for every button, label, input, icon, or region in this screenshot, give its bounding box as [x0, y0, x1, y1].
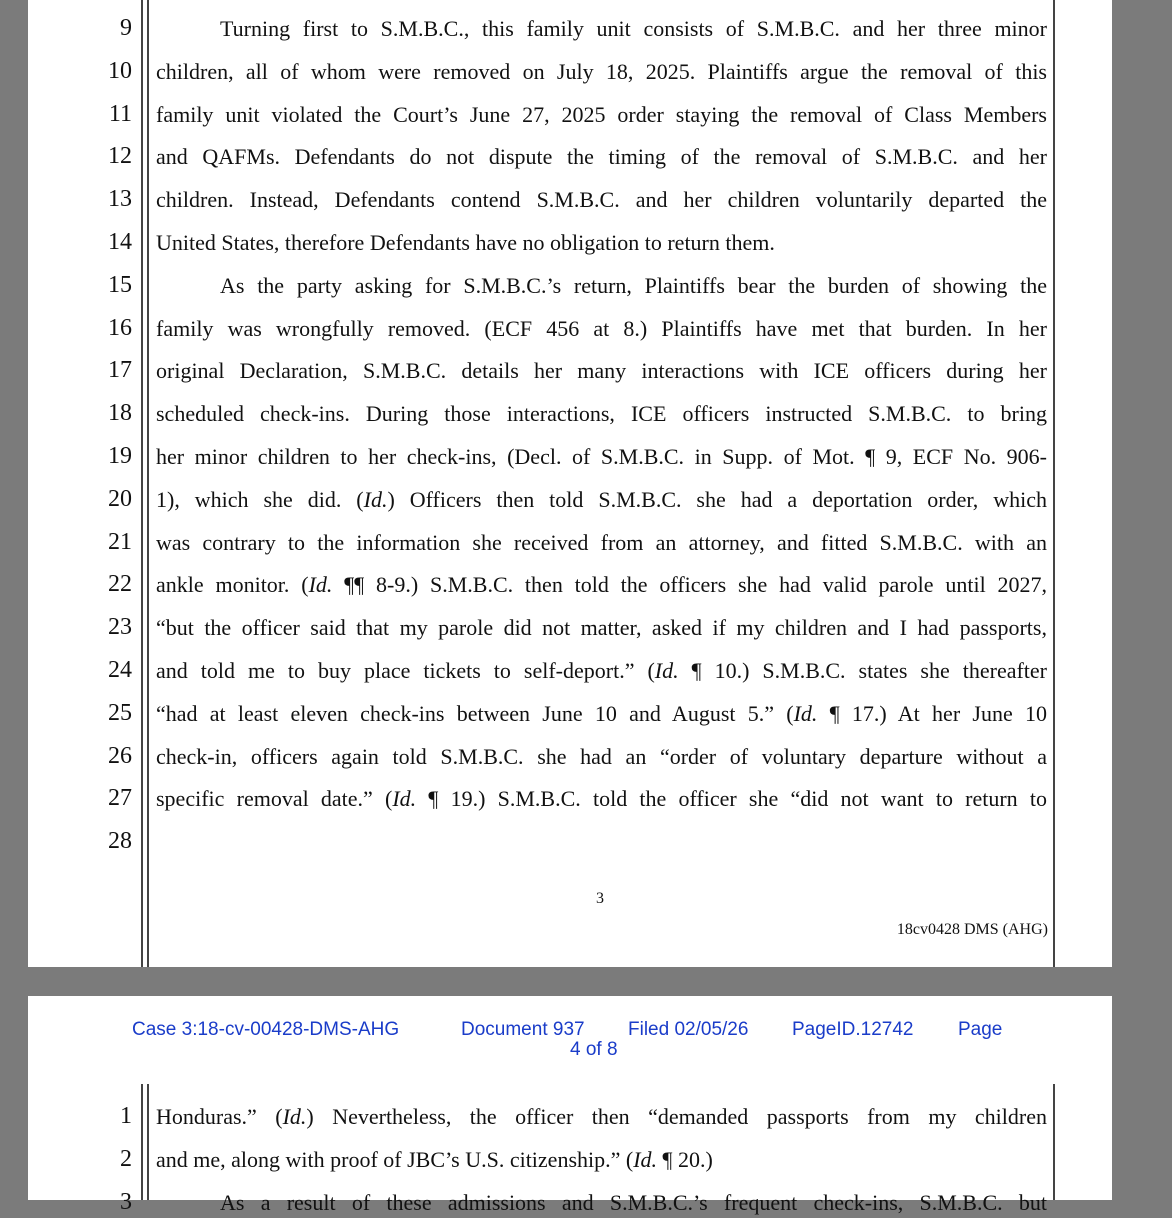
text-run: Honduras.” ( [156, 1104, 283, 1129]
document-page-4 [28, 996, 1112, 1215]
page-number: 3 [596, 890, 604, 907]
text-line [156, 142, 1047, 172]
text-run: scheduled check-ins. During those interactions, ICE officers instructed S.M.B.C. to bring [156, 401, 1047, 427]
header-filed-date: Filed 02/05/26 [628, 1019, 749, 1040]
text-line [156, 699, 1047, 729]
line-number: 1 [120, 1103, 132, 1129]
line-number: 17 [108, 357, 132, 384]
header-page-label: Page [958, 1019, 1003, 1040]
text-run: check-in, officers again told S.M.B.C. she had an “order of voluntary departure without a [156, 743, 1047, 769]
text-run: specific removal date.” ( [156, 786, 393, 812]
text-run: As the party asking for S.M.B.C.’s return, Plaintiffs bear the burden of showing the [220, 272, 1047, 298]
text-line [156, 356, 1047, 386]
text-line [156, 442, 1047, 472]
text-line [156, 1188, 1047, 1218]
margin-rule-left-outer [141, 1084, 143, 1200]
line-number: 3 [120, 1188, 132, 1215]
document-page-3 [28, 0, 1112, 967]
line-number: 12 [108, 143, 132, 170]
text-run: United States, therefore Defendants have no obligation to return them. [156, 230, 775, 255]
line-number: 20 [108, 485, 132, 512]
citation-italic: Id. [633, 1146, 658, 1172]
margin-rule-right [1053, 0, 1055, 967]
docket-number: 18cv0428 DMS (AHG) [896, 921, 1048, 938]
line-number: 25 [108, 699, 132, 726]
line-number: 21 [108, 528, 132, 555]
citation-italic: Id. [308, 572, 333, 598]
text-line [156, 1145, 1047, 1175]
text-run: ¶ 10.) S.M.B.C. states she thereafter [678, 658, 1048, 683]
text-run: ) Officers then told S.M.B.C. she had a deportation order, which [387, 486, 1048, 512]
line-number: 16 [108, 314, 132, 341]
citation-italic: Id. [392, 786, 417, 812]
citation-italic: Id. [793, 700, 818, 726]
text-run: and me, along with proof of JBC’s U.S. citizenship.” ( [156, 1146, 634, 1172]
text-run: ) Nevertheless, the officer then “demanded passports from my children [306, 1104, 1047, 1129]
text-line [156, 742, 1047, 772]
text-line [156, 485, 1047, 515]
citation-italic: Id. [654, 658, 679, 683]
line-number: 24 [108, 657, 132, 683]
text-line [156, 613, 1047, 643]
line-number: 11 [108, 100, 132, 127]
line-number: 27 [108, 785, 132, 812]
text-line [156, 57, 1047, 87]
text-run: ¶ 19.) S.M.B.C. told the officer she “did not want to return to [416, 786, 1048, 812]
text-run: and QAFMs. Defendants do not dispute the timing of the removal of S.M.B.C. and her [156, 144, 1047, 170]
line-number: 26 [108, 742, 132, 769]
text-run: As a result of these admissions and S.M.B.C.’s frequent check-ins, S.M.B.C. but [220, 1189, 1047, 1215]
text-line [156, 1102, 1047, 1132]
text-run: family was wrongfully removed. (ECF 456 at 8.) Plaintiffs have met that burden. In her [156, 315, 1047, 341]
margin-rule-left-outer [141, 0, 143, 967]
text-line [156, 784, 1047, 814]
line-number: 13 [108, 186, 132, 213]
header-page-of: 4 of 8 [570, 1039, 618, 1060]
line-number: 23 [108, 614, 132, 641]
text-line [156, 100, 1047, 130]
text-line [156, 399, 1047, 429]
text-run: “had at least eleven check-ins between June 10 and August 5.” ( [156, 700, 794, 726]
citation-italic: Id. [363, 486, 388, 512]
text-run: ¶ 17.) At her June 10 [817, 700, 1047, 726]
margin-rule-left-inner [147, 0, 149, 967]
line-number: 9 [120, 15, 132, 41]
text-run: Turning first to S.M.B.C., this family unit consists of S.M.B.C. and her three minor [220, 16, 1047, 41]
line-number: 2 [120, 1145, 132, 1172]
text-run: “but the officer said that my parole did not matter, asked if my children and I had passports, [156, 615, 1047, 641]
text-line [156, 314, 1047, 344]
text-line [156, 185, 1047, 215]
text-line [156, 570, 1047, 600]
text-run: family unit violated the Court’s June 27, 2025 order staying the removal of Class Members [156, 101, 1047, 127]
text-run: children, all of whom were removed on July 18, 2025. Plaintiffs argue the removal of this [156, 58, 1047, 84]
text-run: children. Instead, Defendants contend S.M.B.C. and her children voluntarily departed the [156, 187, 1047, 213]
header-case-number: Case 3:18-cv-00428-DMS-AHG [132, 1019, 400, 1040]
text-line [156, 656, 1047, 686]
header-document: Document 937 [461, 1019, 585, 1040]
text-run: was contrary to the information she received from an attorney, and fitted S.M.B.C. with an [156, 529, 1047, 555]
text-line [156, 271, 1047, 301]
citation-italic: Id. [282, 1104, 307, 1129]
text-line [156, 14, 1047, 44]
line-number: 19 [108, 443, 132, 469]
margin-rule-right [1053, 1084, 1055, 1200]
line-number: 22 [108, 571, 132, 598]
text-line [156, 228, 1047, 258]
text-line [156, 528, 1047, 558]
margin-rule-left-inner [147, 1084, 149, 1200]
line-number: 15 [108, 271, 132, 298]
line-number: 10 [108, 57, 132, 84]
line-number: 14 [108, 229, 132, 255]
text-run: and told me to buy place tickets to self-deport.” ( [156, 658, 655, 683]
text-run: her minor children to her check-ins, (Decl. of S.M.B.C. in Supp. of Mot. ¶ 9, ECF No. 906- [156, 444, 1047, 469]
text-run: original Declaration, S.M.B.C. details her many interactions with ICE officers during her [156, 358, 1047, 384]
header-page-id: PageID.12742 [792, 1019, 914, 1040]
line-number: 18 [108, 400, 132, 427]
text-run: 1), which she did. ( [156, 486, 364, 512]
text-run: ¶¶ 8-9.) S.M.B.C. then told the officers she had valid parole until 2027, [332, 572, 1047, 598]
text-run: ankle monitor. ( [156, 572, 309, 598]
line-number: 28 [108, 828, 132, 855]
text-run: ¶ 20.) [657, 1146, 713, 1172]
